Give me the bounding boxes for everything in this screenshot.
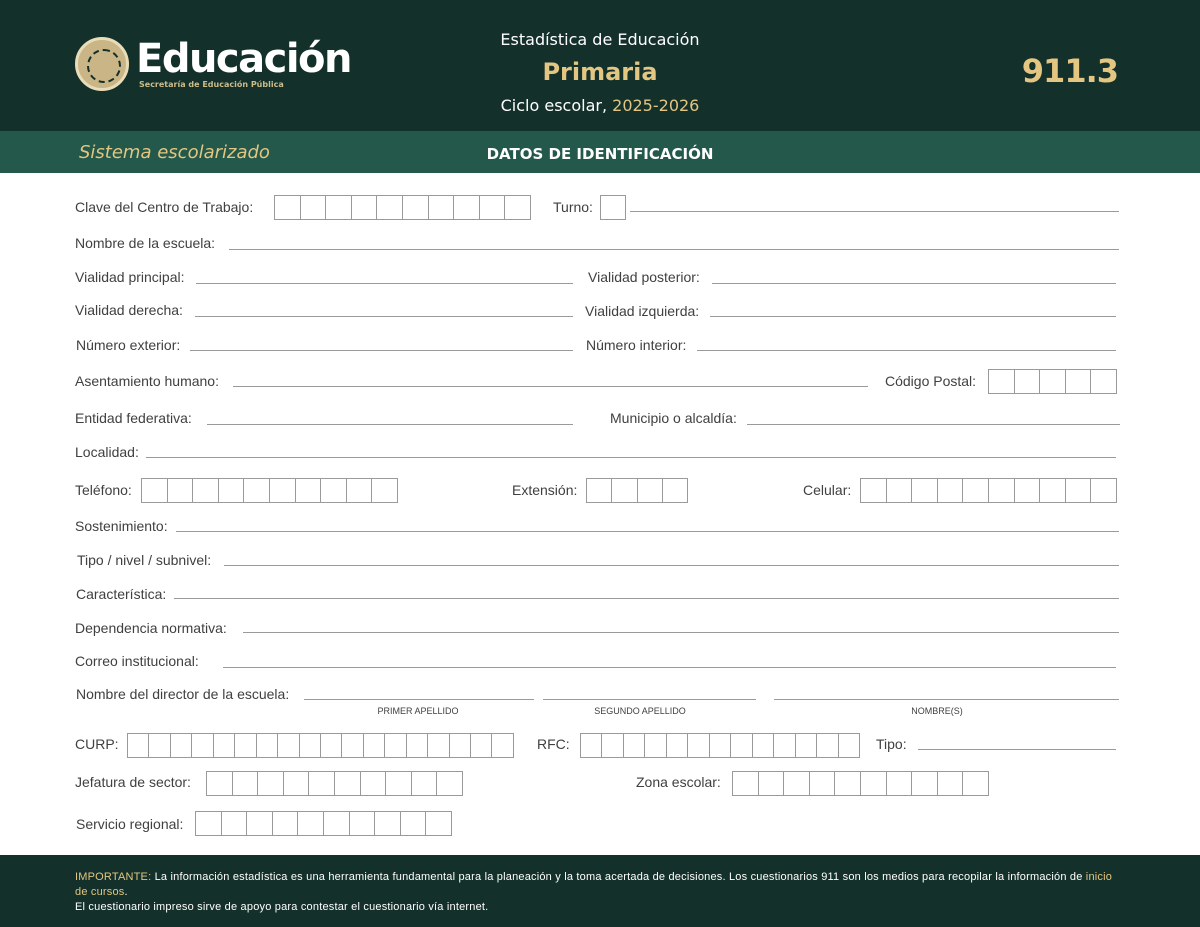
characteristic-field[interactable] — [174, 598, 1119, 599]
state-label: Entidad federativa: — [75, 410, 192, 426]
cycle-years: 2025-2026 — [612, 96, 700, 115]
system-label: Sistema escolarizado — [79, 142, 270, 163]
right-street-field[interactable] — [195, 316, 573, 317]
education-level: Primaria — [542, 58, 658, 86]
settlement-field[interactable] — [233, 386, 868, 387]
director-label: Nombre del director de la escuela: — [76, 686, 290, 702]
logo-subtitle: Secretaría de Educación Pública — [139, 80, 284, 89]
level-type-field[interactable] — [224, 565, 1119, 566]
sector-label: Jefatura de sector: — [75, 774, 191, 790]
phone-label: Teléfono: — [75, 482, 132, 498]
cellphone-label: Celular: — [803, 482, 852, 498]
funding-field[interactable] — [176, 531, 1119, 532]
type-field[interactable] — [918, 749, 1116, 750]
footer-text-1: La información estadística es una herramienta fundamental para la planeación y la toma acertada de decisiones. Los cuestionarios 911 son los medios para recopilar la información de — [151, 871, 1086, 883]
extension-input[interactable] — [586, 478, 688, 503]
director-names-field[interactable] — [774, 699, 1119, 700]
municipality-label: Municipio o alcaldía: — [610, 410, 737, 426]
footer-notice — [75, 870, 1125, 915]
dependency-field[interactable] — [243, 632, 1119, 633]
left-street-field[interactable] — [710, 316, 1116, 317]
state-field[interactable] — [207, 424, 573, 425]
first-surname-caption: PRIMER APELLIDO — [377, 706, 459, 716]
locality-field[interactable] — [146, 457, 1116, 458]
postal-code-input[interactable] — [988, 369, 1117, 394]
characteristic-label: Característica: — [76, 586, 167, 602]
phone-input[interactable] — [141, 478, 398, 503]
logo-title: Educación — [136, 36, 352, 82]
turno-label: Turno: — [553, 199, 593, 215]
municipality-field[interactable] — [747, 424, 1120, 425]
sep-seal-logo — [75, 37, 129, 91]
cellphone-input[interactable] — [860, 478, 1117, 503]
exterior-number-label: Número exterior: — [76, 337, 181, 353]
cycle-prefix: Ciclo escolar, — [500, 96, 608, 115]
main-street-label: Vialidad principal: — [75, 269, 185, 285]
footer-link[interactable]: inicio de cursos — [75, 871, 1113, 898]
curp-input[interactable] — [127, 733, 514, 758]
email-label: Correo institucional: — [75, 653, 199, 669]
names-caption: NOMBRE(S) — [911, 706, 963, 716]
school-name-label: Nombre de la escuela: — [75, 235, 216, 251]
curp-label: CURP: — [75, 736, 119, 752]
director-second-surname-field[interactable] — [543, 699, 756, 700]
rfc-input[interactable] — [580, 733, 860, 758]
funding-label: Sostenimiento: — [75, 518, 168, 534]
back-street-label: Vialidad posterior: — [588, 269, 700, 285]
left-street-label: Vialidad izquierda: — [585, 303, 700, 319]
regional-service-label: Servicio regional: — [76, 816, 184, 832]
type-label: Tipo: — [876, 736, 907, 752]
section-title: DATOS DE IDENTIFICACIÓN — [486, 145, 714, 163]
school-cycle — [400, 96, 800, 115]
rfc-label: RFC: — [537, 736, 570, 752]
extension-label: Extensión: — [512, 482, 578, 498]
back-street-field[interactable] — [712, 283, 1116, 284]
zone-label: Zona escolar: — [636, 774, 721, 790]
cct-input[interactable] — [274, 195, 531, 220]
email-field[interactable] — [223, 667, 1116, 668]
footer-line-2: El cuestionario impreso sirve de apoyo para contestar el cuestionario vía internet. — [75, 901, 489, 913]
exterior-number-field[interactable] — [190, 350, 573, 351]
turno-line[interactable] — [630, 211, 1119, 212]
main-street-field[interactable] — [196, 283, 573, 284]
interior-number-label: Número interior: — [586, 337, 687, 353]
dependency-label: Dependencia normativa: — [75, 620, 227, 636]
sector-input[interactable] — [206, 771, 463, 796]
zone-input[interactable] — [732, 771, 989, 796]
postal-code-label: Código Postal: — [885, 373, 977, 389]
footer-text-2: . — [124, 886, 128, 898]
right-street-label: Vialidad derecha: — [75, 302, 183, 318]
director-first-surname-field[interactable] — [304, 699, 534, 700]
level-type-label: Tipo / nivel / subnivel: — [77, 552, 212, 568]
settlement-label: Asentamiento humano: — [75, 373, 219, 389]
statistics-title: Estadística de Educación — [500, 30, 700, 49]
turno-input[interactable] — [600, 195, 626, 220]
cct-label: Clave del Centro de Trabajo: — [75, 199, 254, 215]
form-code: 911.3 — [1021, 52, 1118, 90]
second-surname-caption: SEGUNDO APELLIDO — [594, 706, 686, 716]
regional-service-input[interactable] — [195, 811, 452, 836]
interior-number-field[interactable] — [697, 350, 1116, 351]
school-name-field[interactable] — [229, 249, 1119, 250]
footer-important-label: IMPORTANTE: — [75, 871, 152, 883]
locality-label: Localidad: — [75, 444, 139, 460]
